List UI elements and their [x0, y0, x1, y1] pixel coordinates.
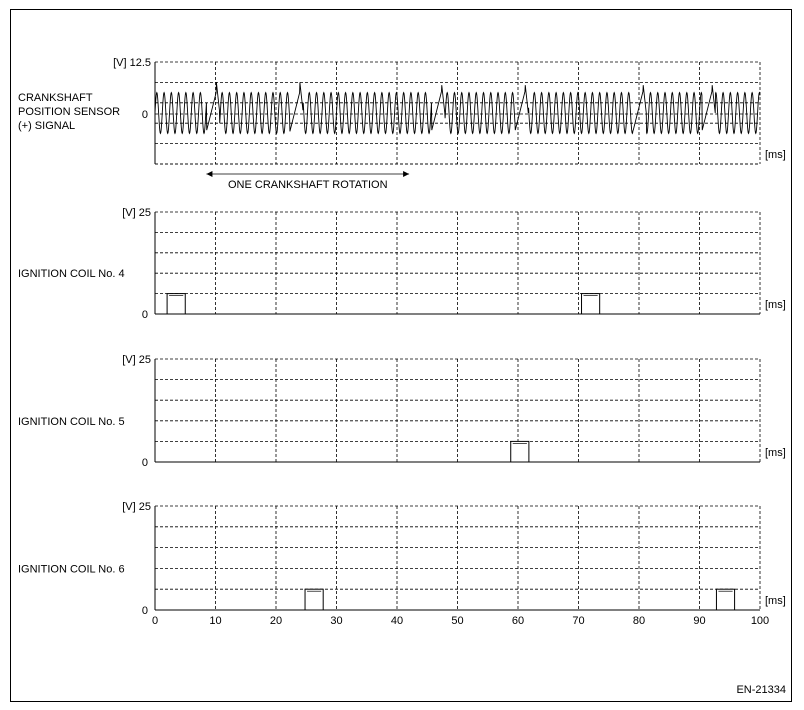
x-tick-label: 50 — [451, 615, 464, 627]
x-tick-label: 90 — [693, 615, 706, 627]
y-tick-zero: 0 — [141, 109, 148, 121]
y-tick-zero: 0 — [141, 457, 148, 469]
x-tick-label: 30 — [330, 615, 343, 627]
y-tick-zero: 0 — [141, 605, 148, 617]
panel-label: IGNITION COIL No. 5 — [18, 415, 125, 428]
ignition-pulse — [716, 589, 734, 610]
x-unit-label: [ms] — [765, 447, 786, 459]
y-tick-top: [V] 25 — [122, 354, 151, 366]
x-tick-label: 0 — [151, 615, 159, 627]
panel-4 — [18, 501, 786, 617]
x-tick-label: 80 — [632, 615, 646, 627]
figure-code: EN-21334 — [736, 684, 786, 696]
ignition-pulse — [167, 294, 185, 314]
y-tick-top: [V] 12.5 — [113, 57, 151, 69]
x-unit-label: [ms] — [765, 595, 786, 607]
ignition-pulse — [582, 294, 600, 314]
rotation-annotation-label: ONE CRANKSHAFT ROTATION — [228, 179, 388, 191]
x-unit-label: [ms] — [765, 299, 786, 311]
panel-label: IGNITION COIL No. 6 — [18, 563, 125, 576]
panel-label: IGNITION COIL No. 4 — [18, 268, 125, 281]
x-tick-label: 40 — [390, 615, 404, 627]
panel-3 — [18, 354, 786, 469]
ignition-pulse — [305, 589, 323, 610]
rotation-arrow-head-right — [403, 171, 409, 177]
panel-1 — [18, 57, 786, 191]
panel-2 — [18, 207, 786, 321]
x-tick-label: 70 — [572, 615, 585, 627]
x-tick-label: 10 — [209, 615, 222, 627]
panel-label-line: CRANKSHAFT — [18, 92, 93, 104]
x-unit-label: [ms] — [765, 149, 786, 161]
x-tick-label: 60 — [511, 615, 525, 627]
ignition-pulse — [511, 441, 529, 462]
panel-label-line: (+) SIGNAL — [18, 120, 76, 132]
rotation-arrow-head-left — [206, 171, 212, 177]
x-tick-label: 100 — [750, 615, 770, 627]
y-tick-top: [V] 25 — [122, 501, 151, 513]
panel-label-line: POSITION SENSOR — [18, 106, 121, 118]
y-tick-top: [V] 25 — [122, 207, 151, 219]
y-tick-zero: 0 — [141, 309, 148, 321]
x-tick-label: 20 — [269, 615, 283, 627]
